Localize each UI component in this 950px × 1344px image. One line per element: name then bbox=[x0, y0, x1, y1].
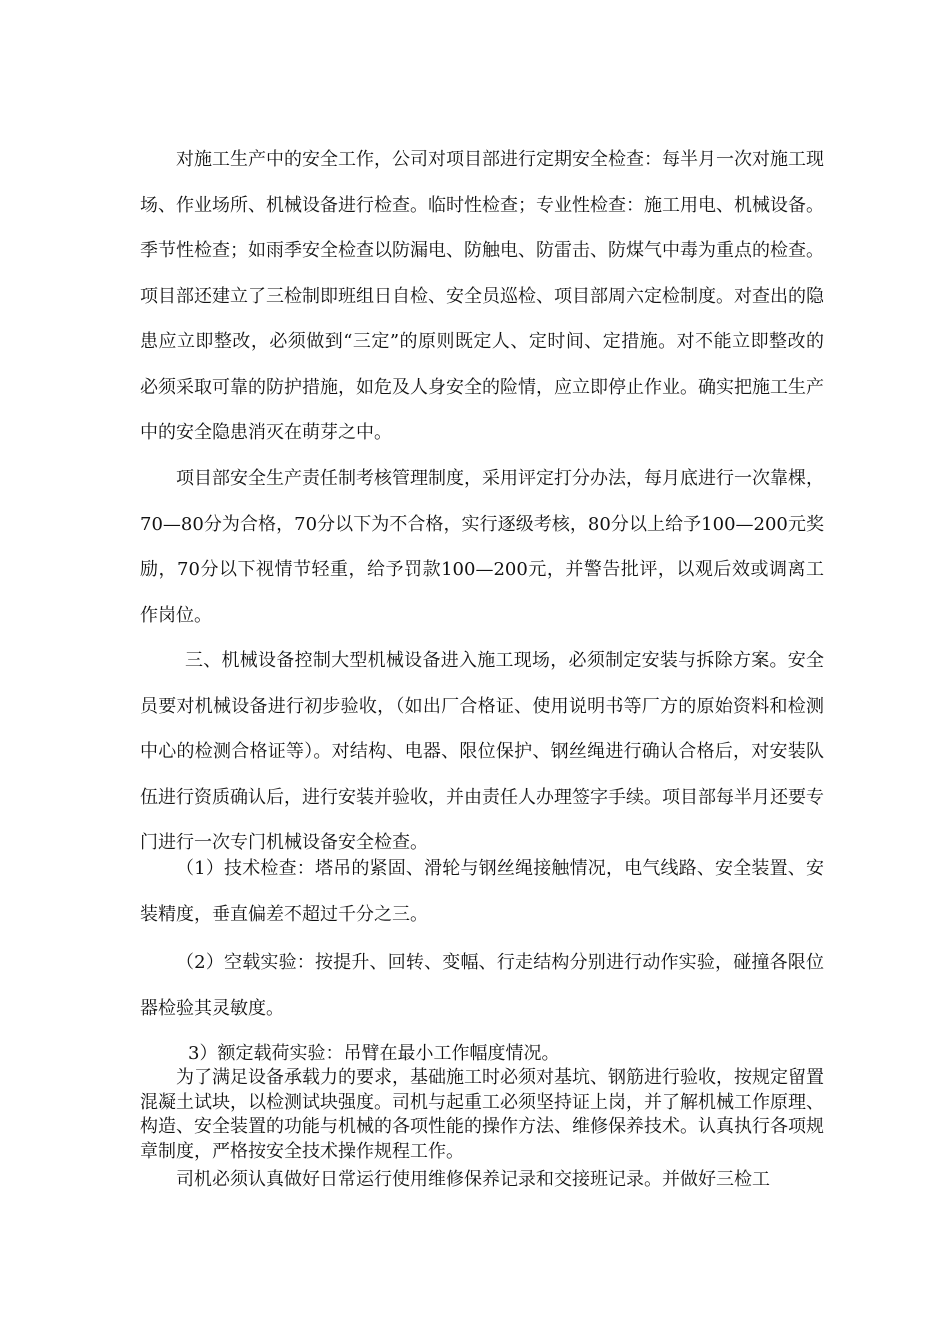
paragraph-technical-inspection: （1）技术检查：塔吊的紧固、滑轮与钢丝绳接触情况，电气线路、安全装置、安装精度，垂直偏差不超过千分之三。 bbox=[140, 858, 824, 925]
paragraph-driver-records: 司机必须认真做好日常运行使用维修保养记录和交接班记录。并做好三检工 bbox=[176, 1169, 770, 1190]
paragraph-no-load-test: （2）空载实验：按提升、回转、变幅、行走结构分别进行动作实验，碰撞各限位器检验其灵敏度。 bbox=[140, 952, 824, 1019]
paragraph-rated-load-test: 3）额定载荷实验：吊臂在最小工作幅度情况。 bbox=[188, 1043, 560, 1064]
paragraph-equipment-bearing: 为了满足设备承载力的要求，基础施工时必须对基坑、钢筋进行验收，按规定留置混凝土试块，以检测试块强度。司机与起重工必须坚持证上岗，并了解机械工作原理、构造、安全装置的功能与机械的各项性能的操作方法、维修保养技术。认真执行各项规章制度，严格按安全技术操作规程工作。 bbox=[140, 1067, 824, 1162]
paragraph-safety-inspection: 对施工生产中的安全工作，公司对项目部进行定期安全检查：每半月一次对施工现场、作业场所、机械设备进行检查。临时性检查；专业性检查：施工用电、机械设备。季节性检查；如雨季安全检查以防漏电、防触电、防雷击、防煤气中毒为重点的检查。项目部还建立了三检制即班组日自检、安全员巡检、项目部周六定检制度。对查出的隐患应立即整改，必须做到“三定”的原则既定人、定时间、定措施。对不能立即整改的必须采取可靠的防护措施，如危及人身安全的险情，应立即停止作业。确实把施工生产中的安全隐患消灭在萌芽之中。 bbox=[140, 149, 824, 443]
paragraph-responsibility-assessment: 项目部安全生产责任制考核管理制度，采用评定打分办法，每月底进行一次靠棵，70—80分为合格，70分以下为不合格，实行逐级考核，80分以上给予100—200元奖励，70分以下视情节轻重，给予罚款100—200元，并警告批评，以观后效或调离工作岗位。 bbox=[140, 468, 824, 626]
paragraph-machinery-control: 三、机械设备控制大型机械设备进入施工现场，必须制定安装与拆除方案。安全员要对机械设备进行初步验收，（如出厂合格证、使用说明书等厂方的原始资料和检测中心的检测合格证等）。对结构、电器、限位保护、钢丝绳进行确认合格后，对安装队伍进行资质确认后，进行安装并验收，并由责任人办理签字手续。项目部每半月还要专门进行一次专门机械设备安全检查。 bbox=[140, 650, 824, 853]
